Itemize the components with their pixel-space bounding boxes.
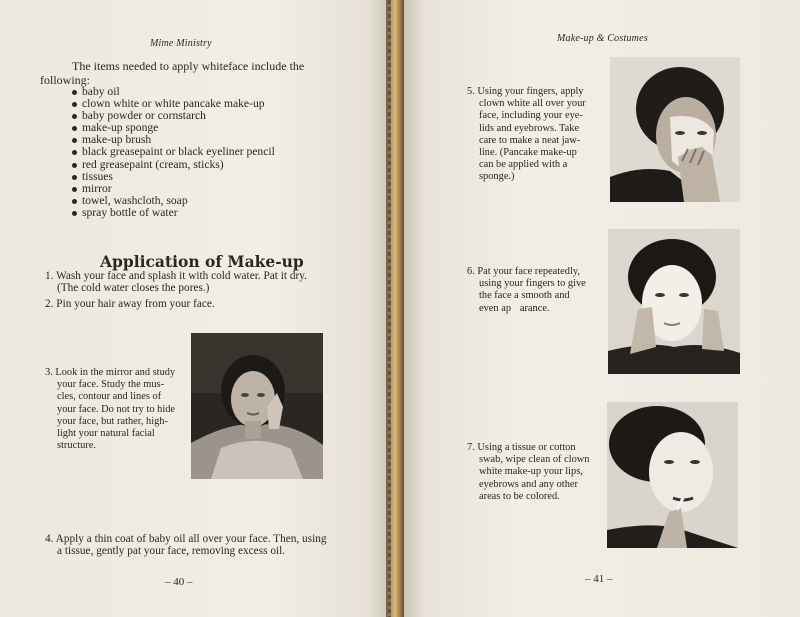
step-3	[45, 367, 185, 452]
step-3-line: 3. Look in the mirror and study	[45, 367, 176, 378]
step-6-line: 6. Pat your face repeatedly,	[467, 266, 580, 277]
step-3-line: your face, but rather, high-	[57, 415, 168, 427]
step-5-line: sponge.)	[479, 171, 515, 183]
intro-line-1: The items needed to apply whiteface include the	[72, 59, 305, 73]
list-item: red greasepaint (cream, sticks)	[70, 159, 275, 171]
section-title: Application of Make-up	[100, 252, 304, 271]
list-item: baby oil	[70, 86, 275, 98]
step-7-line: eyebrows and any other	[479, 478, 578, 490]
right-page	[402, 0, 800, 617]
list-item: clown white or white pancake make-up	[70, 98, 275, 110]
step-7-line: white make-up your lips,	[479, 466, 583, 478]
supplies-list	[70, 86, 275, 219]
step-6	[467, 266, 601, 315]
step-3-line: structure.	[57, 440, 96, 452]
step-3-line: your face. Study the mus-	[57, 379, 165, 391]
step-7-line: swab, wipe clean of clown	[479, 454, 590, 466]
step-3-line: your face. Do not try to hide	[57, 403, 176, 415]
list-item: black greasepaint or black eyeliner pencil	[70, 146, 275, 158]
step-1-line-2: (The cold water closes the pores.)	[57, 282, 210, 295]
photo-step-3	[191, 333, 323, 479]
left-page-number: – 40 –	[165, 576, 193, 588]
photo-step-6	[608, 229, 740, 374]
step-1	[45, 270, 365, 294]
step-5-line: face, including your eye-	[479, 110, 583, 122]
step-3-line: light your natural facial	[57, 428, 155, 440]
step-4	[45, 533, 375, 557]
list-item: spray bottle of water	[70, 207, 275, 219]
list-item: baby powder or cornstarch	[70, 110, 275, 122]
list-item: make-up sponge	[70, 122, 275, 134]
list-item: make-up brush	[70, 134, 275, 146]
step-5-line: care to make a neat jaw-	[479, 134, 581, 146]
step-5-line: lids and eyebrows. Take	[479, 122, 580, 134]
step-5-line: 5. Using your fingers, apply	[467, 86, 584, 97]
right-page-number: – 41 –	[585, 573, 613, 585]
step-6-line: the face a smooth and	[479, 290, 570, 302]
step-1-line-1: 1. Wash your face and splash it with cold water. Pat it dry.	[45, 270, 308, 282]
step-7-line: 7. Using a tissue or cotton	[467, 442, 576, 453]
intro-line-2: following:	[40, 73, 90, 87]
step-5-line: can be applied with a	[479, 159, 568, 171]
step-7-line: areas to be colored.	[479, 490, 560, 502]
list-item: mirror	[70, 183, 275, 195]
step-4-line-1: 4. Apply a thin coat of baby oil all over your face. Then, using	[45, 533, 327, 545]
step-5-line: line. (Pancake make-up	[479, 147, 577, 159]
photo-step-7	[607, 402, 738, 548]
intro-paragraph	[40, 59, 330, 87]
right-running-head: Make-up & Costumes	[557, 33, 648, 44]
step-5-line: clown white all over your	[479, 98, 586, 110]
list-item: towel, washcloth, soap	[70, 195, 275, 207]
step-6-line: even ap arance.	[479, 302, 550, 314]
list-item: tissues	[70, 171, 275, 183]
photo-step-5	[610, 57, 740, 202]
left-running-head: Mime Ministry	[150, 38, 212, 49]
step-2: 2. Pin your hair away from your face.	[45, 298, 215, 310]
step-6-line: using your fingers to give	[479, 278, 586, 290]
step-3-line: cles, contour and lines of	[57, 391, 162, 403]
step-4-line-2: a tissue, gently pat your face, removing excess oil.	[57, 545, 286, 558]
step-7	[467, 442, 601, 503]
step-5	[467, 86, 601, 184]
binding-stitching	[388, 0, 391, 617]
